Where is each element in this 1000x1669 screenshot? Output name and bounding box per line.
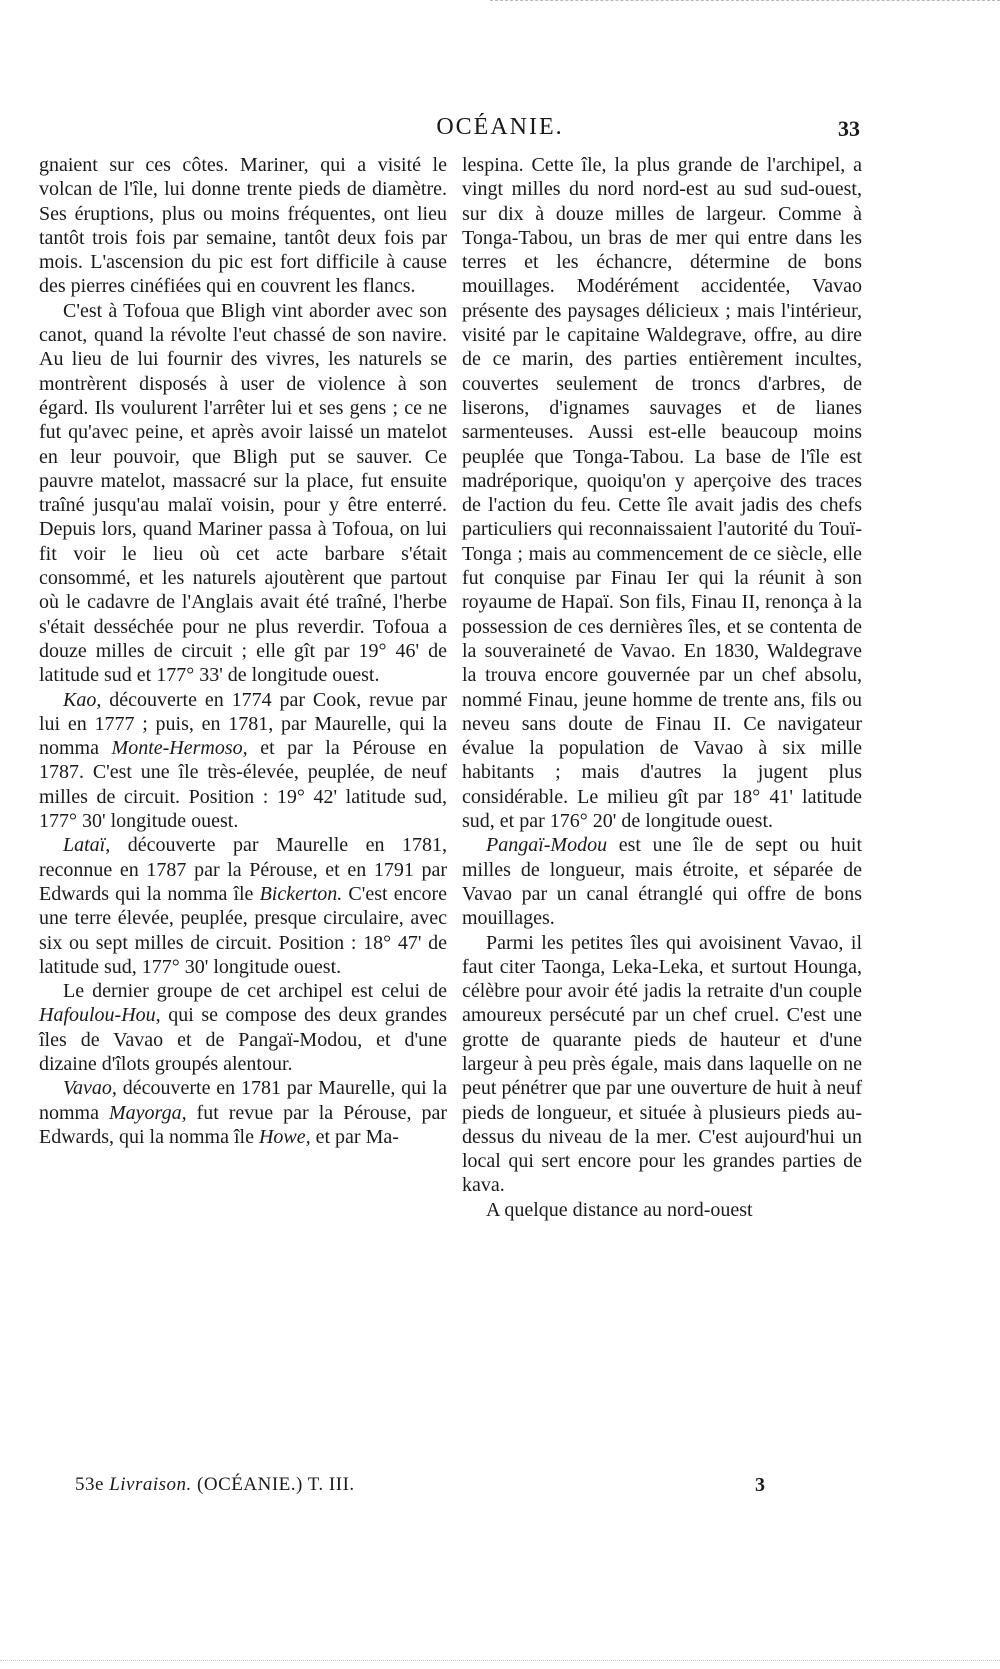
paragraph: C'est à Tofoua que Bligh vint aborder avec son canot, quand la révolte l'eut chassé de son navire. Au lieu de lui fournir des vivres, les naturels se montrèrent disposés à user de violence à son égard. Ils voulurent l'arrêter lui et ses gens ; ce ne fut qu'avec peine, et après avoir laissé un matelot en leur pouvoir, que Bligh put se sauver. Ce pauvre matelot, massacré sur la place, fut ensuite traîné jusqu'au malaï voisin, pour y être enterré. Depuis lors, quand Mariner passa à Tofoua, on lui fit voir le lieu où cet acte barbare s'était consommé, et les naturels ajoutèrent que partout où le cadavre de l'Anglais avait été traîné, l'herbe s'était desséchée pour ne plus reverdir. Tofoua a douze milles de circuit ; elle gît par 19° 46' de latitude sud et 177° 33' de longitude ouest.: [39, 299, 447, 687]
signature-mark: 3: [755, 1474, 765, 1496]
island-name: Vavao,: [63, 1077, 117, 1100]
livraison-number: 53e: [75, 1474, 110, 1495]
paragraph-text: découverte par Maurelle en 1781, reconnue en 1787 par la Pérouse, et en 1791 par Edwards qui la nomma île: [39, 834, 447, 905]
left-column: [39, 153, 447, 1149]
paragraph-text: découverte en 1774 par Cook, revue par lui en 1777 ; puis, en 1781, par Maurelle, qui la nomma: [39, 688, 447, 760]
paragraph: gnaient sur ces côtes. Mariner, qui a visité le volcan de l'île, lui donne trente pieds de diamètre. Ses éruptions, plus ou moins fréquentes, ont lieu tantôt trois fois par semaine, tantôt deux fois par mois. L'ascension du pic est fort difficile à cause des pierres cinéfiées qui en couvrent les flancs.: [39, 154, 447, 298]
paragraph: [39, 833, 447, 979]
island-name: Pangaï-Modou: [486, 834, 608, 857]
island-name: Monte-Hermoso,: [111, 737, 248, 760]
page-number: 33: [838, 116, 860, 141]
bottom-edge-rule: [0, 1660, 1000, 1662]
paragraph-text: C'est encore une terre élevée, peuplée, presque circulaire, avec six ou sept milles de circuit. Position : 18° 47' de latitude sud, 177° 30' longitude ouest.: [39, 882, 448, 978]
paragraph: [462, 833, 862, 930]
paragraph-text: fut revue par la Pérouse, par Edwards, qui la nomma île: [39, 1101, 447, 1148]
island-name: Bickerton.: [259, 882, 343, 905]
running-header-title: OCÉANIE.: [436, 114, 564, 140]
paragraph-text: et par la Pérouse en 1787. C'est une île très-élevée, peuplée, de neuf milles de circuit. Position : 19° 42' latitude sud, 177° 30' longitude ouest.: [39, 737, 447, 833]
paragraph-text: et par Ma-: [310, 1125, 399, 1148]
paragraph-text: est une île de sept ou huit milles de longueur, mais étroite, et séparée de Vavao par un canal étranglé qui offre de bons mouillages.: [462, 834, 862, 930]
paragraph: lespina. Cette île, la plus grande de l'archipel, a vingt milles du nord nord-est au sud sud-ouest, sur dix à douze milles de largeur. Comme à Tonga-Tabou, un bras de mer qui entre dans les terres et les échancre, détermine de bons mouillages. Modérément accidentée, Vavao présente des paysages délicieux ; mais l'intérieur, visité par le capitaine Waldegrave, offre, au dire de ce marin, des parties entièrement incultes, couvertes seulement de troncs d'arbres, de liserons, d'ignames sauvages et de lianes sarmenteuses. Aussi est-elle beaucoup moins peuplée que Tonga-Tabou. La base de l'île est madréporique, quoiqu'on y aperçoive des traces de l'action du feu. Cette île avait jadis des chefs particuliers qui reconnaissaient l'autorité du Touï-Tonga ; mais au commencement de ce siècle, elle fut conquise par Finau Ier qui la réunit à son royaume de Hapaï. Son fils, Finau II, renonça à la possession de ces dernières îles, et se contenta de la souveraineté de Vavao. En 1830, Waldegrave la trouva encore gouvernée par un chef absolu, nommé Finau, jeune homme de trente ans, fils ou neveu sans doute de Finau II. Ce navigateur évalue la population de Vavao à six mille habitants ; mais d'autres la jugent plus considérable. Le milieu gît par 18° 41' latitude sud, et par 176° 20' de longitude ouest.: [462, 154, 862, 833]
paragraph: [39, 688, 447, 834]
footer-livraison: [75, 1474, 355, 1496]
island-name: Mayorga,: [108, 1101, 187, 1124]
island-name: Lataï,: [63, 834, 111, 857]
paragraph: A quelque distance au nord-ouest: [486, 1198, 753, 1221]
paragraph: Parmi les petites îles qui avoisinent Vavao, il faut citer Taonga, Leka-Leka, et surtout Hounga, célèbre pour avoir été jadis la retraite d'un couple amoureux persécuté par un chef cruel. C'est une grotte de quarante pieds de hauteur et d'une largeur à peu près égale, mais dans laquelle on ne peut pénétrer que par une ouverture de huit à neuf pieds de longueur, et située à plusieurs pieds au-dessus du niveau de la mer. C'est aujourd'hui un local qui sert encore pour les grandes parties de kava.: [462, 931, 862, 1197]
paragraph: [39, 1076, 447, 1149]
island-name: Hafoulou-Hou,: [39, 1004, 161, 1027]
paragraph-text: qui se compose des deux grandes îles de Vavao et de Pangaï-Modou, et d'une dizaine d'îlots groupés alentour.: [39, 1004, 447, 1075]
paragraph-text: découverte en 1781 par Maurelle, qui la nomma: [39, 1077, 447, 1124]
paragraph-text: Le dernier groupe de cet archipel est celui de: [63, 980, 447, 1003]
livraison-volume: (OCÉANIE.) T. III.: [191, 1474, 355, 1495]
livraison-word: Livraison.: [109, 1474, 192, 1495]
right-column: [462, 153, 862, 1222]
island-name: Howe,: [258, 1125, 311, 1148]
island-name: Kao,: [63, 688, 102, 711]
top-edge-rule: [490, 0, 1000, 2]
paragraph: [39, 979, 447, 1076]
